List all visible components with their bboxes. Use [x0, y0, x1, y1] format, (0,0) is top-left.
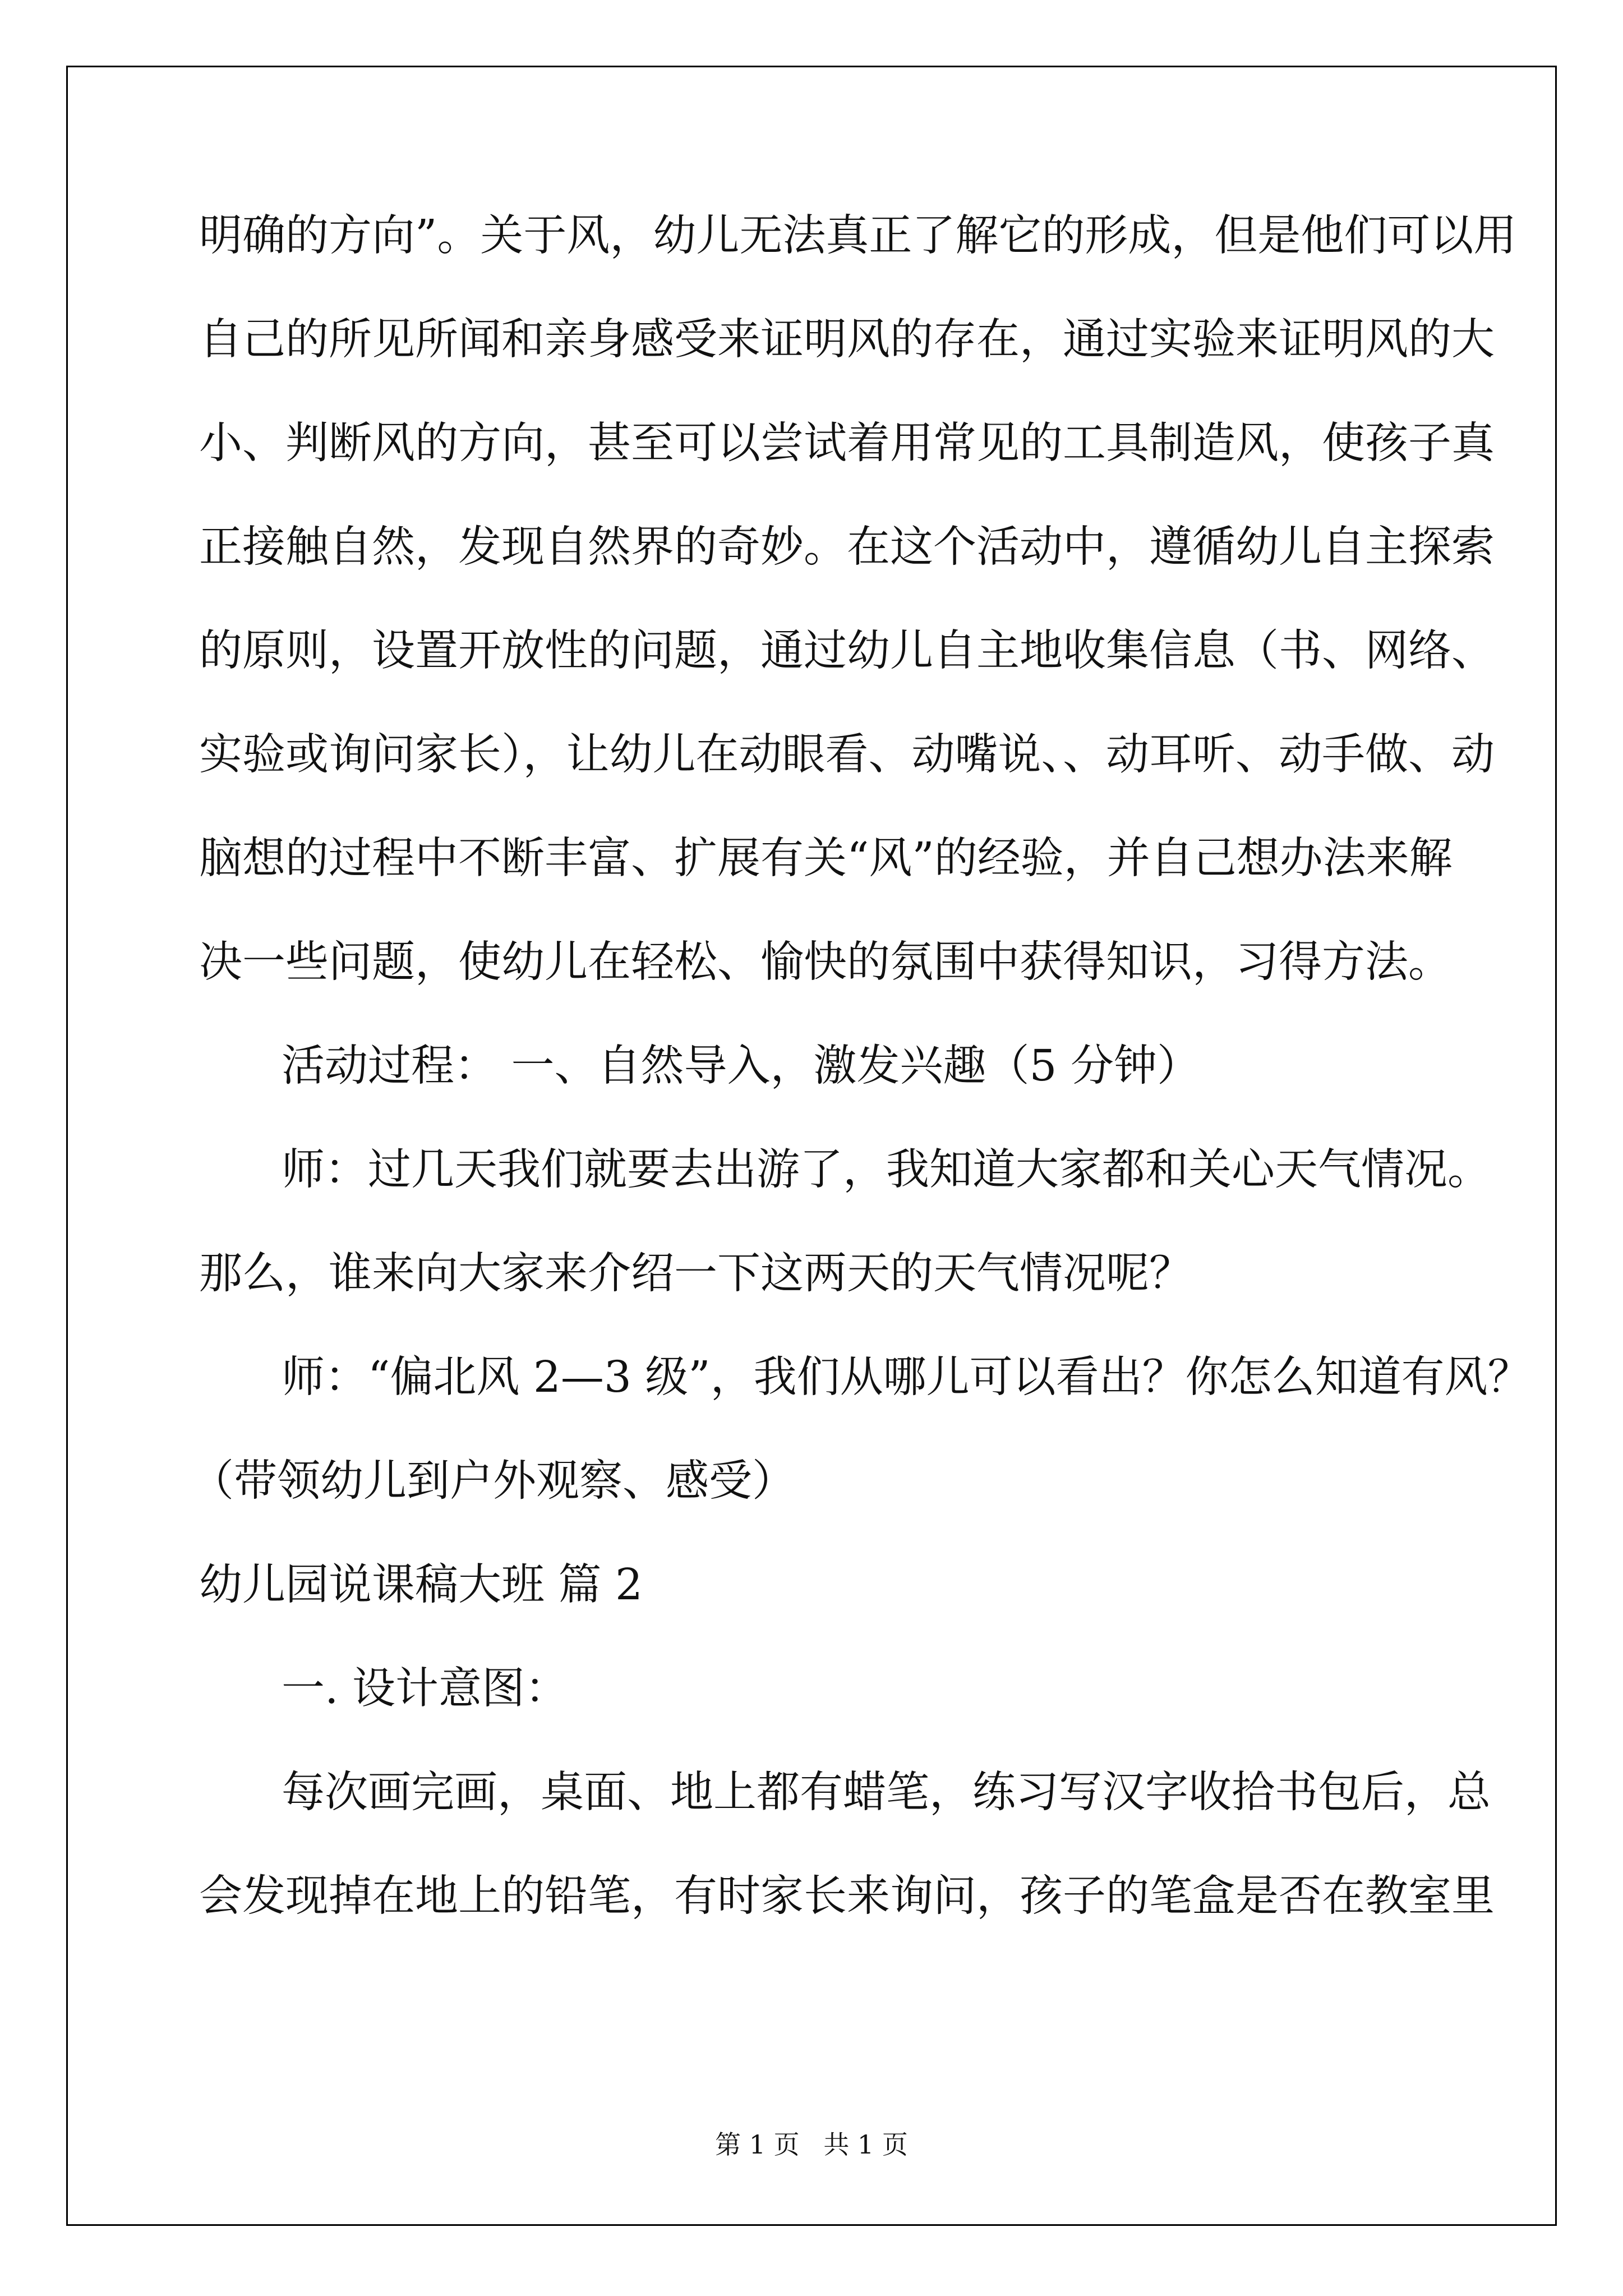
paragraph-line: 脑想的过程中不断丰富、扩展有关“风”的经验，并自己想办法来解 — [199, 834, 1453, 884]
paragraph-line: 那么，谁来向大家来介绍一下这两天的天气情况呢？ — [199, 1249, 1192, 1299]
page-number: 第 1 页 — [715, 2129, 800, 2160]
paragraph-line: 明确的方向”。关于风，幼儿无法真正了解它的形成，但是他们可以用 — [199, 211, 1517, 261]
paragraph-line: 会发现掉在地上的铅笔，有时家长来询问，孩子的笔盒是否在教室里 — [199, 1871, 1495, 1921]
paragraph-line: （带领幼儿到户外观察、感受） — [191, 1456, 795, 1506]
page-total: 共 1 页 — [823, 2129, 908, 2160]
paragraph-line: 每次画完画，桌面、地上都有蜡笔，练习写汉字收拾书包后，总 — [282, 1768, 1491, 1818]
paragraph-line: 师：过几天我们就要去出游了，我知道大家都和关心天气情况。 — [282, 1145, 1491, 1195]
paragraph-line: 决一些问题，使幼儿在轻松、愉快的氛围中获得知识，习得方法。 — [199, 937, 1451, 987]
paragraph-line: 小、判断风的方向，甚至可以尝试着用常见的工具制造风，使孩子真 — [199, 418, 1495, 468]
section-heading: 幼儿园说课稿大班 篇 2 — [199, 1560, 643, 1610]
paragraph-line: 师：“偏北风 2—3 级”，我们从哪儿可以看出？你怎么知道有风？ — [282, 1352, 1531, 1402]
subsection-heading: 一. 设计意图： — [282, 1664, 568, 1714]
paragraph-line: 正接触自然，发现自然界的奇妙。在这个活动中，遵循幼儿自主探索 — [199, 522, 1495, 572]
paragraph-line: 实验或询问家长），让幼儿在动眼看、动嘴说、、动耳听、动手做、动 — [199, 730, 1495, 780]
paragraph-line: 自己的所见所闻和亲身感受来证明风的存在，通过实验来证明风的大 — [199, 315, 1495, 365]
paragraph-line: 活动过程： 一、自然导入，激发兴趣（5 分钟） — [282, 1041, 1200, 1091]
page-footer — [0, 2128, 1623, 2161]
paragraph-line: 的原则，设置开放性的问题，通过幼儿自主地收集信息（书、网络、 — [199, 626, 1495, 676]
